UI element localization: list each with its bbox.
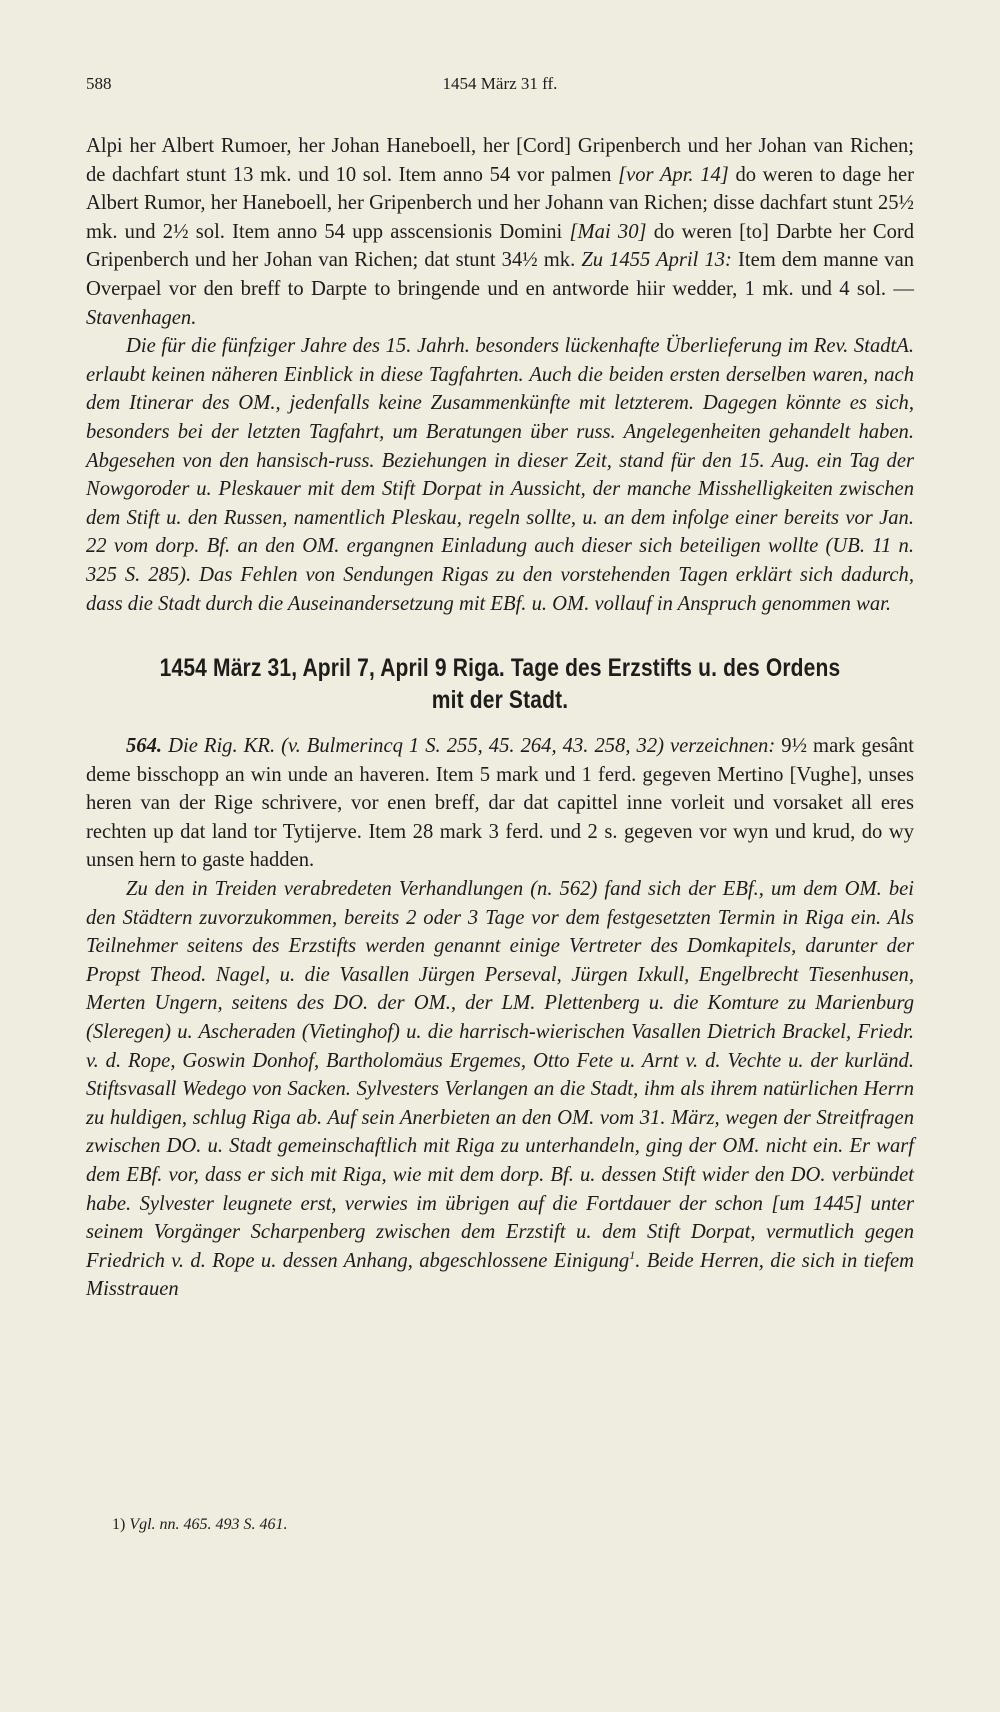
footnote-reference[interactable]: 1: [629, 1247, 636, 1262]
intro-date-3: Zu 1455 April 13:: [581, 249, 732, 272]
running-header: [86, 74, 914, 98]
intro-text-3: do weren [to] Darbte her Cord Gripenberch und her Johan van Richen; dat stunt 34½ mk.: [86, 220, 915, 272]
intro-commentary: Die für die fünfziger Jahre des 15. Jahrh. besonders lückenhafte Überlieferung im Rev. StadtA. erlaubt keinen näheren Einblick in diese Tagfahrten. Auch die beiden ersten derselben waren, nach dem Itinerar des OM., jedenfalls keine Zusammenkünfte mit letzterem. Dagegen könnte es sich, besonders bei der letzten Tagfahrt, um Beratungen über russ. Angelegenheiten gehandelt haben. Abgesehen von den hansisch-russ. Beziehungen in dieser Zeit, stand für den 15. Aug. ein Tag der Nowgoroder u. Pleskauer mit dem Stift Dorpat in Aussicht, der manche Misshelligkeiten zwischen dem Stift u. den Russen, namentlich Pleskau, regeln sollte, u. an dem infolge einer bereits vor Jan. 22 vom dorp. Bf. an den OM. ergangnen Einladung auch dieser sich beteiligen wollte (UB. 11 n. 325 S. 285). Das Fehlen von Sendungen Rigas zu den vorstehenden Tagen erklärt sich dadurch, dass die Stadt durch die Auseinandersetzung mit EBf. u. OM. vollauf in Anspruch genommen war.: [86, 335, 914, 615]
entry-source-ref: Die Rig. KR. (v. Bulmerincq 1 S. 255, 45. 264, 43. 258, 32) verzeichnen:: [168, 735, 776, 758]
footnote: [112, 1514, 892, 1536]
intro-paragraph: [86, 132, 914, 332]
entry-number: 564.: [126, 735, 163, 758]
running-title: 1454 März 31 ff.: [442, 74, 558, 93]
section-commentary-end: . Beide Herren, die sich in tiefem Misstrauen: [86, 1249, 915, 1301]
intro-text-2: do weren to dage her Albert Rumor, her Haneboell, her Gripenberch und her Johann van Richen; disse dachfart stunt 25½ mk. und 2½ sol. Item anno 54 upp asscensionis Domini: [86, 163, 914, 243]
footnote-mark: 1): [112, 1516, 126, 1533]
intro-date-1: [vor Apr. 14]: [618, 163, 729, 186]
entry-text: 9½ mark gesânt deme bisschopp an win unde an haveren. Item 5 mark und 1 ferd. gegeven Mertino [Vughe], unses heren van der Rige schrivere, vor enen breff, dar dat capittel inne vorleit und vorsaket all eres rechten up dat land tor Tytijerve. Item 28 mark 3 ferd. und 2 s. gegeven vor wyn und krud, do wy unsen hern to gaste hadden.: [86, 735, 915, 872]
section-heading: [152, 652, 848, 716]
section-heading-line-2: mit der Stadt.: [431, 686, 569, 715]
intro-source: Stavenhagen.: [86, 306, 197, 329]
footnote-text: Vgl. nn. 465. 493 S. 461.: [129, 1516, 288, 1533]
intro-text-1: Alpi her Albert Rumoer, her Johan Haneboell, her [Cord] Gripenberch und her Johan van Richen; de dachfart stunt 13 mk. und 10 sol. Item anno 54 vor palmen: [86, 135, 914, 186]
section-commentary: [86, 875, 914, 1304]
intro-date-2: [Mai 30]: [569, 220, 647, 243]
section-commentary-text: Zu den in Treiden verabredeten Verhandlungen (n. 562) fand sich der EBf., um dem OM. bei den Städtern zuvorzukommen, bereits 2 oder 3 Tage vor dem festgesetzten Termin in Riga ein. Als Teilnehmer seitens des Erzstifts werden genannt einige Vertreter des Domkapitels, darunter der Propst Theod. Nagel, u. die Vasallen Jürgen Perseval, Jürgen Ixkull, Engelbrecht Tiesenhusen, Merten Ungern, seitens des DO. der OM., der LM. Plettenberg u. die Komture zu Marienburg (Sleregen) u. Ascheraden (Vietinghof) u. die harrisch-wierischen Vasallen Dietrich Brackel, Friedr. v. d. Rope, Goswin Donhof, Bartholomäus Ergemes, Otto Fete u. Arnt v. d. Vechte u. der kurländ. Stiftsvasall Wedego von Sacken. Sylvesters Verlangen an die Stadt, ihm als ihrem natürlichen Herrn zu huldigen, schlug Riga ab. Auf sein Anerbieten an den OM. vom 31. März, wegen der Streitfragen zwischen DO. u. Stadt gemeinschaftlich mit Riga zu unterhandeln, ging der OM. nicht ein. Er warf dem EBf. vor, dass er sich mit Riga, wie mit dem dorp. Bf. u. dessen Stift wider den DO. verbündet habe. Sylvester leugnete erst, verwies im übrigen auf die Fortdauer der schon [um 1445] unter seinem Vorgänger Scharpenberg zwischen dem Erzstift u. dem Stift Dorpat, vermutlich gegen Friedrich v. d. Rope u. dessen Anhang, abgeschlossene Einigung: [86, 878, 914, 1272]
main-text-block: [86, 132, 914, 1304]
entry-paragraph: [86, 732, 914, 875]
page-number: 588: [86, 74, 112, 93]
section-heading-line-1: 1454 März 31, April 7, April 9 Riga. Tage des Erzstifts u. des Ordens: [159, 654, 841, 683]
intro-text-4: Item dem manne van Overpael vor den breff to Darpte to bringende und en antworde hiir wedder, 1 mk. und 4 sol. —: [86, 249, 915, 300]
